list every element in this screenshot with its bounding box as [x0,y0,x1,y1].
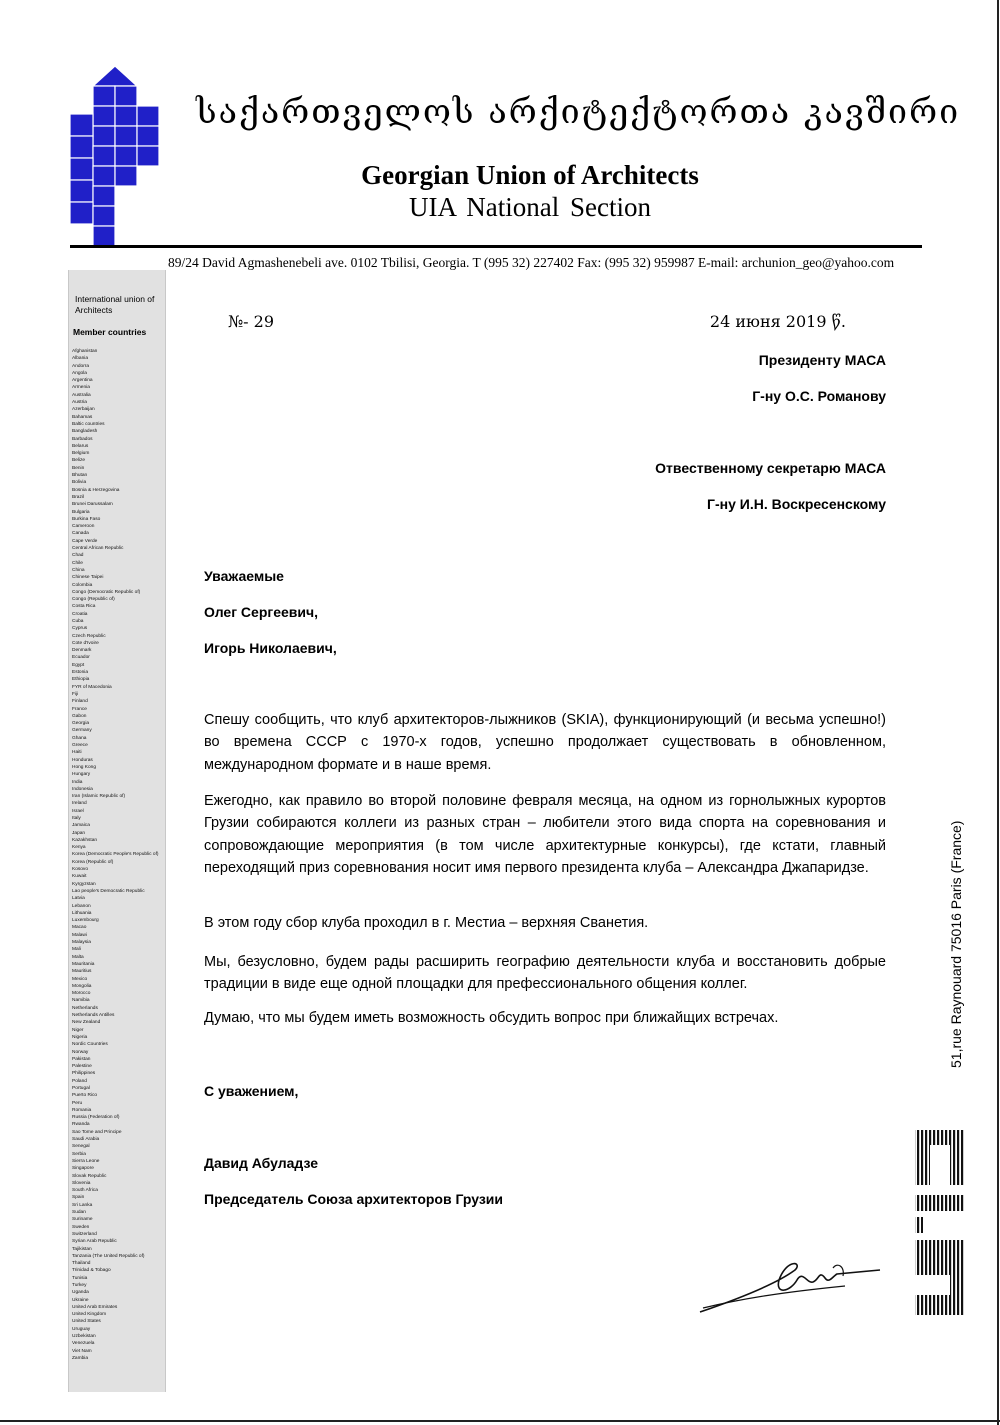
addressee-1-name: Г-ну О.С. Романову [752,388,886,404]
country-item: Georgia [72,721,90,727]
country-item: Azerbaijan [72,407,95,413]
country-item: Congo (Democratic Republic of) [72,589,141,595]
country-item: Namibia [72,998,90,1004]
country-item: Thailand [72,1261,91,1267]
country-item: Canada [72,531,89,537]
country-item: Israel [72,808,84,814]
signer-name: Давид Абуладзе [204,1155,319,1171]
country-item: Japan [72,830,86,836]
country-item: Jamaica [72,823,90,829]
country-item: Senegal [72,1144,90,1150]
signer-title: Председатель Союза архитекторов Грузии [204,1191,504,1207]
page-edge-right [997,0,999,1425]
country-item: Lao people's Democratic Republic [72,888,145,894]
country-item: Bosnia & Herzegovina [72,487,120,493]
country-item: FYR of Macedonia [72,684,112,690]
letter-date: 24 июня 2019 წ. [709,312,846,331]
country-item: Mauritania [72,961,95,967]
country-item: Morocco [72,991,91,997]
contact-address: 89/24 David Agmashenebeli ave. 0102 Tbilisi, Georgia. T (995 32) 227402 Fax: (995 32) 959987 E-mail: archunion_geo@yahoo.com [168,255,895,270]
country-item: Burkina Faso [72,516,101,522]
salutation-name-1: Олег Сергеевич, [204,604,319,620]
country-item: Bahamas [72,414,93,420]
country-item: Cape Verde [72,538,98,544]
addressee-2-title: Отвественному секретарю МАСА [655,460,886,476]
country-item: Serbia [72,1151,86,1157]
country-item: Kazakhstan [72,837,98,843]
georgian-title: საქართველოს არქიტექტორთა კავშირი [196,92,961,132]
country-list [72,348,159,1362]
paragraph-5: Думаю, что мы будем иметь возможность обсудить вопрос при ближайщих встречах. [204,1010,779,1026]
country-item: Slovak Republic [72,1173,107,1179]
country-item: Brunei Darussalam [72,502,113,508]
addressee-2-name: Г-ну И.Н. Воскресенскому [707,496,886,512]
country-item: Russia (Federation of) [72,1115,120,1121]
sidebar-subheading: Member countries [73,327,147,337]
country-item: Hong Kong [72,764,97,770]
uia-logo [905,1125,975,1320]
country-item: Costa Rica [72,604,96,610]
country-item: Congo (Republic of) [72,597,115,603]
country-item: Cote d'Ivoire [72,640,99,646]
letter-number: №- 29 [228,312,274,331]
country-item: Spain [72,1195,85,1201]
country-item: Ecuador [72,655,90,661]
country-item: Croatia [72,611,88,617]
country-item: United States [72,1319,101,1325]
country-item: Latvia [72,896,85,902]
country-item: Philippines [72,1071,96,1077]
country-item: Czech Republic [72,633,106,639]
country-item: China [72,567,85,573]
country-item: Tanzania (The United Republic of) [72,1253,145,1259]
country-item: Netherlands Antilles [72,1013,115,1019]
country-item: Belgium [72,451,90,457]
country-item: Iran (Islamic Republic of) [72,794,126,800]
paragraph-1: Спешу сообщить, что клуб архитекторов-лыжников (SKIA), функционирующий (и весьма успешно!) во времена СССР с 1970-х годов, успешно продолжает существовать в обновленном, международном формате и в наше время. [204,712,886,773]
country-item: Mongolia [72,983,92,989]
country-item: Ireland [72,801,87,807]
union-logo [68,66,168,251]
country-item: Finland [72,699,88,705]
header-divider [70,245,922,248]
country-item: France [72,706,87,712]
country-item: Kyrgyzstan [72,881,96,887]
country-item: Albania [72,356,89,362]
country-item: Uruguay [72,1326,91,1332]
member-countries-sidebar [68,270,166,1392]
country-item: Sudan [72,1210,86,1216]
country-item: Argentina [72,378,93,384]
country-item: Mauritius [72,969,92,975]
country-item: Sri Lanka [72,1202,93,1208]
country-item: Armenia [72,385,90,391]
country-item: Haiti [72,750,82,756]
country-item: Angola [72,370,87,376]
country-item: Kenya [72,845,86,851]
country-item: Mexico [72,976,88,982]
country-item: Nordic Countries [72,1042,108,1048]
country-item: Bolivia [72,480,87,486]
country-item: Nigeria [72,1034,88,1040]
country-item: Malaysia [72,940,91,946]
country-item: Gabon [72,713,87,719]
sidebar-heading: International union of Architects [75,294,155,315]
country-item: Hungary [72,772,91,778]
country-item: Poland [72,1078,87,1084]
paragraph-4: Мы, безусловно, будем рады расширить географию деятельности клуба и восстановить добрые традиции в виде еще одной площадки для префессионального общения коллег. [204,954,886,993]
country-item: Viet Nam [72,1348,92,1354]
country-item: Bulgaria [72,509,90,515]
country-item: Zambia [72,1355,88,1361]
addressee-1-title: Президенту МАСА [758,352,886,368]
country-item: Romania [72,1107,92,1113]
uia-paris-address: 51,rue Raynouard 75016 Paris (France) [948,820,964,1068]
country-item: Malawi [72,932,87,938]
closing: С уважением, [204,1083,299,1099]
country-item: Andorra [72,363,90,369]
country-item: Ghana [72,735,87,741]
country-item: Portugal [72,1085,90,1091]
country-item: Puerto Rico [72,1093,98,1099]
country-item: Bhutan [72,473,88,479]
country-item: Baltic countries [72,421,105,427]
page-edge-bottom [0,1420,1000,1422]
country-item: Ethiopia [72,677,90,683]
uia-logo-text: uia [905,1125,907,1126]
country-item: Germany [72,728,92,734]
country-item: Venezuela [72,1341,95,1347]
country-item: Saudi Arabia [72,1137,100,1143]
country-item: Rwanda [72,1122,90,1128]
country-item: Ukraine [72,1297,89,1303]
country-item: Sierra Leone [72,1158,100,1164]
country-item: Cameroon [72,524,95,530]
country-item: New Zealand [72,1020,101,1026]
salutation: Уважаемые [204,568,284,584]
country-item: Kuwait [72,874,87,880]
country-item: Indonesia [72,786,93,792]
country-item: Brazil [72,494,84,500]
country-item: Chad [72,553,84,559]
country-item: United Kingdom [72,1312,107,1318]
country-item: Mali [72,947,81,953]
country-item: Suriname [72,1217,93,1223]
country-item: Honduras [72,757,93,763]
country-item: Switzerland [72,1231,97,1237]
country-item: Turkey [72,1283,87,1288]
paragraph-2: Ежегодно, как правило во второй половине февраля месяца, на одном из горнолыжных курортов Грузии собираются коллеги из разных стран – любители этого вида спорта на соревнования и сопровождающие мероприятия (в том числе архитектурные конкурсы), где кстати, главный переходящий приз соревнования носит имя первого президента клуба – Александра Джапаридзе. [204,793,886,876]
country-item: Colombia [72,582,93,588]
country-item: Sweden [72,1224,90,1230]
country-item: Palestine [72,1064,92,1070]
paragraph-3: В этом году сбор клуба проходил в г. Местиа – верхняя Сванетия. [204,915,649,931]
country-item: Korea (Democratic People's Republic of) [72,852,159,858]
country-item: Fiji [72,691,79,697]
country-item: Bangladesh [72,429,98,435]
country-item: Syrian Arab Republic [72,1239,117,1245]
country-item: Niger [72,1027,84,1033]
country-item: Uzbekistan [72,1334,96,1340]
country-item: Central African Republic [72,546,124,552]
country-item: Estonia [72,670,88,676]
country-item: Tajikistan [72,1246,92,1252]
country-item: Chile [72,560,83,566]
country-item: Italy [72,816,81,821]
country-item: Egypt [72,662,85,668]
handwritten-signature [695,1240,885,1320]
country-item: Netherlands [72,1005,98,1011]
country-item: Malta [72,954,84,960]
country-item: Singapore [72,1166,94,1172]
country-item: Cyprus [72,626,88,632]
country-item: Greece [72,743,88,749]
country-item: Tunisia [72,1275,88,1281]
country-item: Cuba [72,618,84,624]
salutation-name-2: Игорь Николаевич, [204,640,337,656]
country-item: Slovenia [72,1180,91,1186]
country-item: Norway [72,1049,89,1055]
country-item: United Arab Emirates [72,1304,118,1310]
country-item: Lithuania [72,910,92,916]
country-item: Macao [72,925,87,931]
country-item: Austria [72,400,87,406]
country-item: Korea (Republic of) [72,859,114,865]
country-item: Luxembourg [72,918,99,924]
country-item: Kosovo [72,867,88,873]
country-item: Afghanistan [72,349,98,354]
english-title: Georgian Union of Architects [361,160,699,190]
country-item: Denmark [72,648,92,654]
country-item: Peru [72,1100,83,1106]
country-item: Belize [72,458,86,464]
country-item: Benin [72,465,85,471]
country-item: India [72,779,83,785]
country-item: Australia [72,392,91,398]
country-item: Pakistan [72,1056,91,1062]
uia-national-section: UIA National Section [409,192,651,222]
country-item: Trinidad & Tobago [72,1268,111,1274]
country-item: Chinese Taipei [72,575,104,581]
country-item: Belarus [72,443,89,449]
country-item: Uganda [72,1290,89,1296]
country-item: Sao Tome and Principe [72,1129,122,1135]
country-item: South Africa [72,1188,98,1194]
country-item: Lebanon [72,903,91,909]
country-item: Barbados [72,436,93,442]
